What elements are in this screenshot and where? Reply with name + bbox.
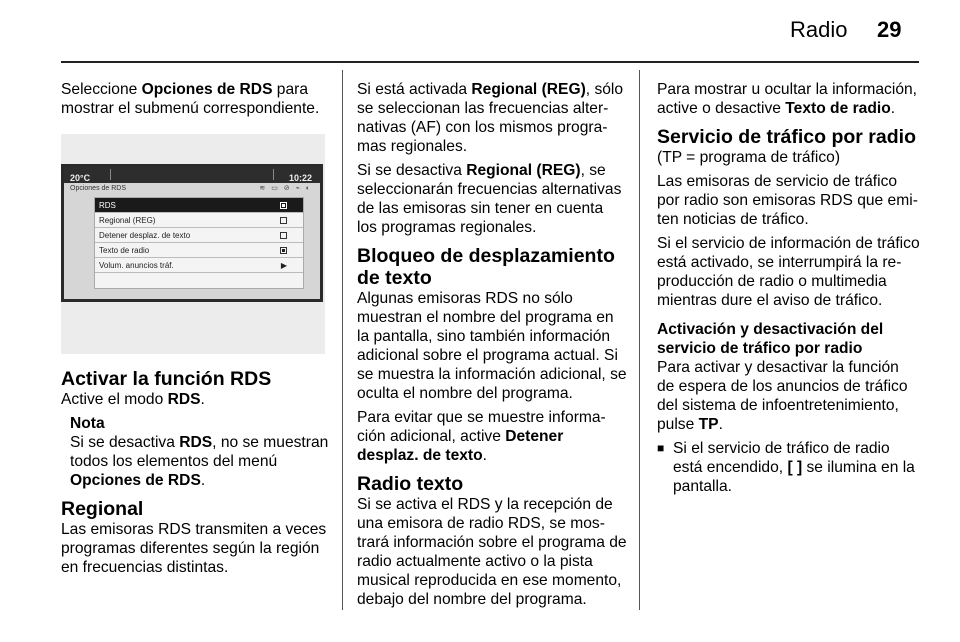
checkbox-icon: [280, 202, 287, 209]
rds-options-screenshot: [61, 134, 325, 354]
regional-paragraph: Las emisoras RDS transmiten a veces programas diferentes según la región en frecuencias distintas.: [61, 521, 327, 576]
heading-bloqueo: Bloqueo de desplazamiento de texto: [357, 245, 615, 289]
bullet-square-icon: ■: [657, 441, 665, 455]
activar-paragraph: Active el modo RDS.: [61, 391, 205, 408]
regional-off-paragraph: Si se desactiva Regional (REG), se seleccionarán frecuencias alternativas de las emisoras sin tener en cuenta los programas regionales.: [357, 162, 622, 236]
column-1: [61, 80, 329, 582]
note-text: Si se desactiva RDS, no se muestran todos los elementos del menú Opciones de RDS.: [70, 434, 329, 489]
status-bar: [64, 167, 320, 183]
interrupcion-paragraph: Si el servicio de información de tráfico está activado, se interrumpirá la reproducción de radio o multimedia mientras dure el aviso de tráfico.: [657, 235, 920, 309]
evitar-paragraph: Para evitar que se muestre información adicional, active Detener desplaz. de texto.: [357, 409, 606, 464]
status-icons: ≋ ▭ ⊘ ⌁ ◐: [259, 185, 312, 192]
heading-activar-rds: Activar la función RDS: [61, 368, 272, 390]
heading-radio-texto: Radio texto: [357, 473, 464, 495]
page-number: 29: [877, 17, 902, 42]
column-3: [657, 80, 920, 501]
menu-item-regional: Regional (REG): [95, 213, 303, 228]
checkbox-icon: [280, 217, 287, 224]
menu-item-rds: RDS: [95, 198, 303, 213]
header-rule: [61, 61, 919, 63]
running-header-title: Radio: [790, 17, 848, 42]
emisoras-paragraph: Las emisoras de servicio de tráfico por radio son emisoras RDS que emiten noticias de tráfico.: [657, 173, 918, 228]
regional-on-paragraph: Si está activada Regional (REG), sólo se seleccionan las frecuencias alternativas (AF) con los mismos programas regionales.: [357, 81, 624, 155]
bloqueo-paragraph: Algunas emisoras RDS no sólo muestran el nombre del programa en la pantalla, sino también información adicional sobre el programa actual. Si se muestra la información adicional, se oculta el nombre del programa.: [357, 290, 627, 402]
screen-title: Opciones de RDS ≋ ▭ ⊘ ⌁ ◐: [64, 183, 320, 195]
column-divider: [342, 70, 343, 610]
note-block: [61, 414, 329, 490]
clock: 10:22: [288, 173, 312, 183]
tp-paragraph: Para activar y desactivar la función de espera de los anuncios de tráfico del sistema de infoentretenimiento, pulse TP.: [657, 359, 908, 433]
note-label: Nota: [70, 415, 105, 432]
temperature: 20°C: [70, 173, 91, 183]
rds-options-menu: [94, 197, 304, 289]
bullet-item: ■ Si el servicio de tráfico de radio está encendido, [ ] se ilumina en la pantalla.: [657, 440, 915, 495]
chevron-right-icon: ▶: [280, 261, 287, 270]
menu-item-texto-de-radio: Texto de radio: [95, 243, 303, 258]
radio-texto-paragraph: Si se activa el RDS y la recepción de una emisora de radio RDS, se mostrará información sobre el programa de radio actualmente activo o la pista musical reproducida en ese momento, debajo del nombre del programa.: [357, 496, 627, 608]
tp-definition: (TP = programa de tráfico): [657, 149, 841, 166]
heading-regional: Regional: [61, 498, 144, 520]
menu-item-volum-anuncios: Volum. anuncios tráf. ▶: [95, 258, 303, 273]
heading-activacion: Activación y desactivación del servicio de tráfico por radio: [657, 321, 884, 357]
intro-paragraph: Seleccione Opciones de RDS para mostrar el submenú correspondiente.: [61, 81, 320, 117]
checkbox-icon: [280, 247, 287, 254]
display-screen: [61, 164, 323, 302]
texto-radio-paragraph: Para mostrar u ocultar la información, active o desactive Texto de radio.: [657, 81, 917, 117]
checkbox-icon: [280, 232, 287, 239]
heading-servicio-trafico: Servicio de tráfico por radio: [657, 126, 916, 148]
menu-item-detener-desplaz: Detener desplaz. de texto: [95, 228, 303, 243]
column-2: [357, 80, 627, 614]
column-divider: [639, 70, 640, 610]
